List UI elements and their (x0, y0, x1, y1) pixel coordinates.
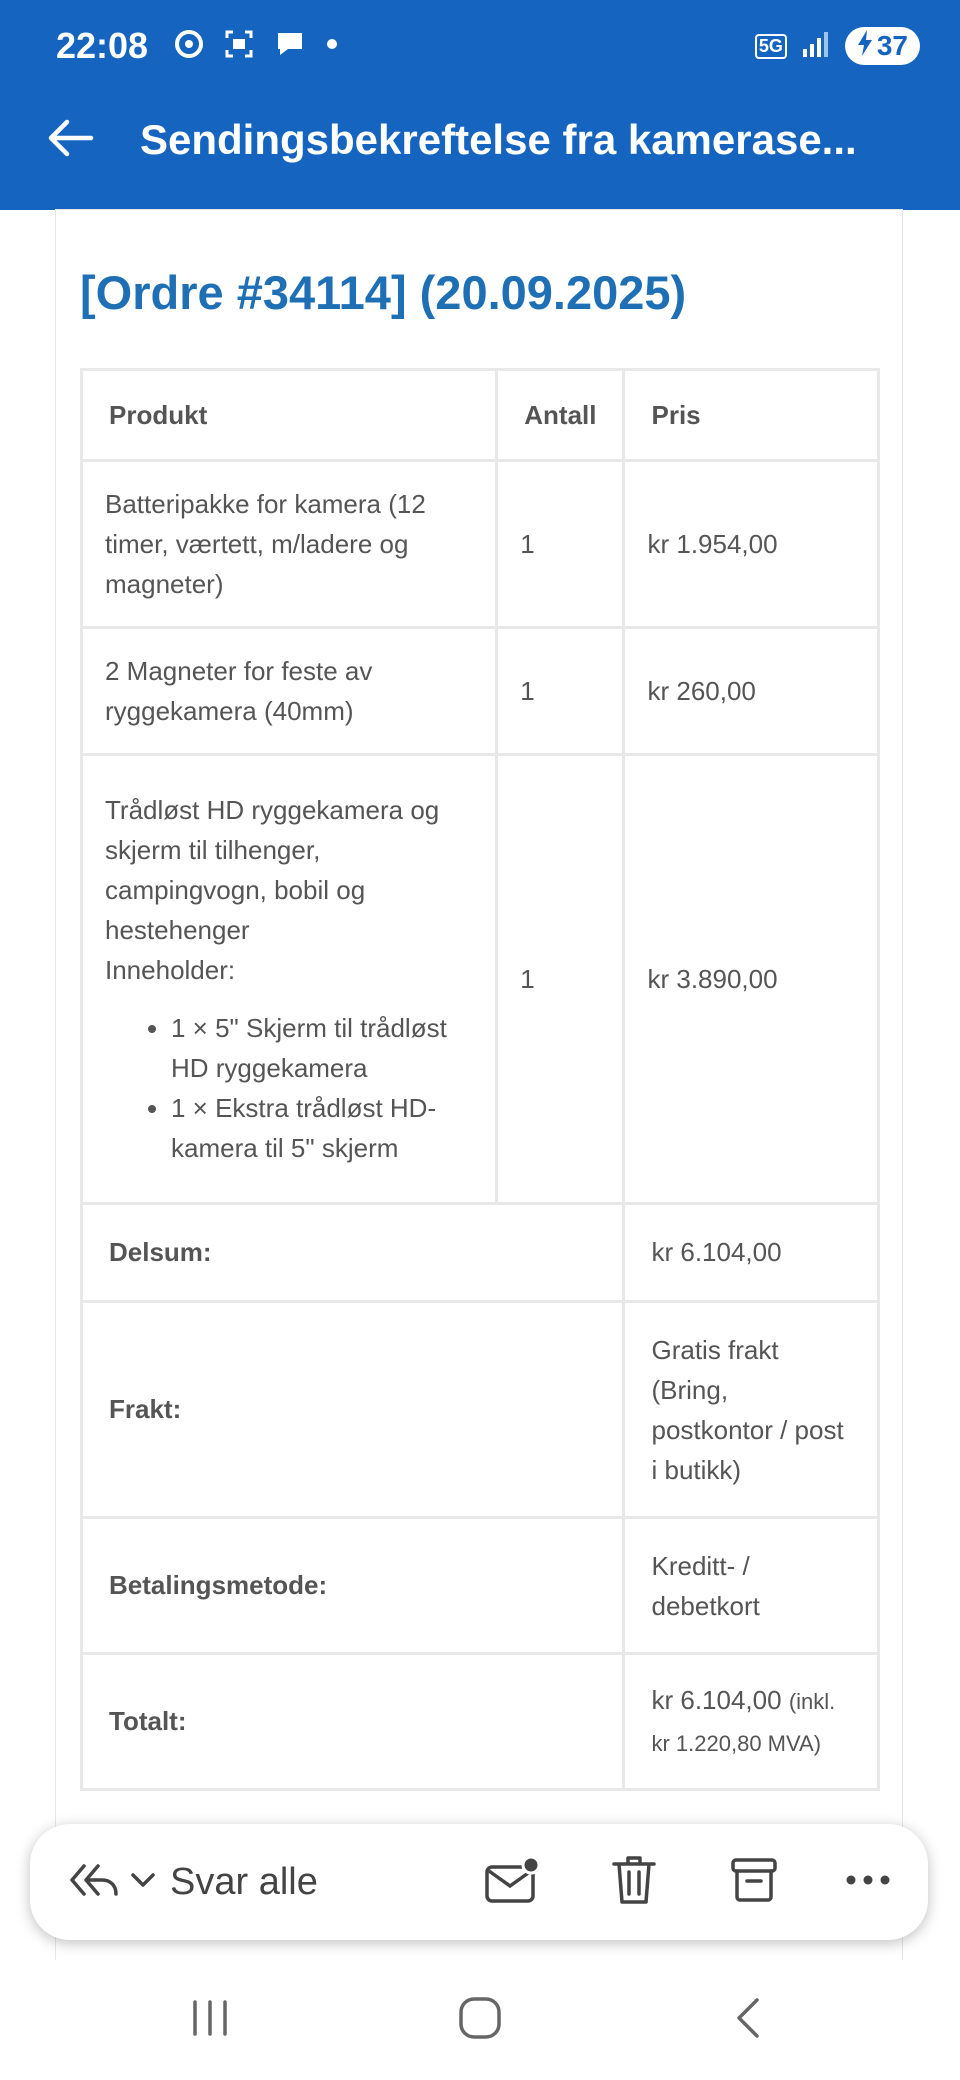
total-cell (624, 1654, 879, 1790)
delete-button[interactable] (604, 1852, 664, 1912)
contains-label: Inneholder: (105, 955, 236, 985)
email-subject: Sendingsbekreftelse fra kamerase... (140, 116, 857, 163)
column-header-quantity: Antall (497, 370, 624, 461)
payment-value: Kreditt- / debetkort (624, 1518, 879, 1654)
reply-all-button[interactable] (68, 1860, 318, 1905)
price-cell: kr 1.954,00 (624, 461, 879, 628)
order-title: [Ordre #34114] (20.09.2025) (80, 266, 687, 319)
payment-row (82, 1518, 879, 1654)
order-table (80, 368, 880, 1791)
chevron-left-icon (733, 1996, 763, 2045)
price-cell: kr 3.890,00 (624, 755, 879, 1204)
back-nav-button[interactable] (708, 1990, 788, 2050)
product-cell: Batteripakke for kamera (12 timer, værtett, m/ladere og magneter) (82, 461, 497, 628)
home-button[interactable] (440, 1990, 520, 2050)
product-cell: 2 Magneter for feste av ryggekamera (40mm) (82, 628, 497, 755)
email-body[interactable] (56, 210, 902, 1960)
email-action-bar (30, 1824, 928, 1940)
status-time: 22:08 (56, 25, 149, 66)
table-header-row (82, 370, 879, 461)
charging-bolt-icon (857, 30, 873, 63)
battery-level: 37 (876, 30, 908, 61)
screenshot-icon (224, 29, 254, 64)
product-cell (82, 755, 497, 1204)
total-row (82, 1654, 879, 1790)
archive-button[interactable] (724, 1852, 784, 1912)
column-header-price: Pris (624, 370, 879, 461)
status-bar (56, 22, 920, 70)
subtotal-value: kr 6.104,00 (624, 1204, 879, 1302)
quantity-cell: 1 (497, 461, 624, 628)
quantity-cell: 1 (497, 628, 624, 755)
component-list (105, 1008, 473, 1168)
reply-all-label: Svar alle (170, 1860, 318, 1903)
trash-icon (610, 1854, 658, 1911)
shipping-value: Gratis frakt (Bring, postkontor / post i butikk) (624, 1302, 879, 1518)
total-label: Totalt: (82, 1654, 624, 1790)
reply-all-icon (68, 1860, 120, 1905)
mark-unread-button[interactable] (482, 1852, 542, 1912)
table-row (82, 628, 879, 755)
shipping-label: Frakt: (82, 1302, 624, 1518)
table-row (82, 755, 879, 1204)
arrow-left-icon (45, 118, 95, 163)
app-header (0, 0, 960, 210)
back-button[interactable] (0, 105, 140, 175)
price-cell: kr 260,00 (624, 628, 879, 755)
column-header-product: Produkt (82, 370, 497, 461)
recent-apps-button[interactable] (170, 1990, 250, 2050)
envelope-dot-icon (484, 1855, 540, 1910)
more-horizontal-icon (845, 1873, 891, 1891)
battery-indicator (845, 27, 920, 65)
total-value: kr 6.104,00 (651, 1684, 782, 1715)
notification-dot-icon (326, 37, 338, 55)
payment-label: Betalingsmetode: (82, 1518, 624, 1654)
archive-icon (729, 1855, 779, 1910)
list-item: • 1 × 5" Skjerm til trådløst HD ryggekamera (171, 1008, 473, 1088)
table-row (82, 461, 879, 628)
recent-apps-icon (189, 1998, 231, 2043)
list-item: • 1 × Ekstra trådløst HD-kamera til 5" skjerm (171, 1088, 473, 1168)
product-name: Trådløst HD ryggekamera og skjerm til tilhenger, campingvogn, bobil og hestehenger (105, 795, 440, 945)
chrome-icon (174, 29, 204, 64)
quantity-cell: 1 (497, 755, 624, 1204)
shipping-row (82, 1302, 879, 1518)
chevron-down-icon[interactable] (130, 1870, 156, 1895)
subtotal-label: Delsum: (82, 1204, 624, 1302)
chat-bubble-icon (274, 29, 306, 64)
home-icon (458, 1996, 502, 2045)
signal-icon (801, 29, 831, 64)
subtotal-row (82, 1204, 879, 1302)
total-tax-note: (inkl. kr 1.220,80 MVA) (651, 1688, 836, 1756)
network-type-label: 5G (755, 34, 787, 59)
system-navigation-bar (0, 1960, 960, 2080)
more-options-button[interactable] (838, 1852, 898, 1912)
